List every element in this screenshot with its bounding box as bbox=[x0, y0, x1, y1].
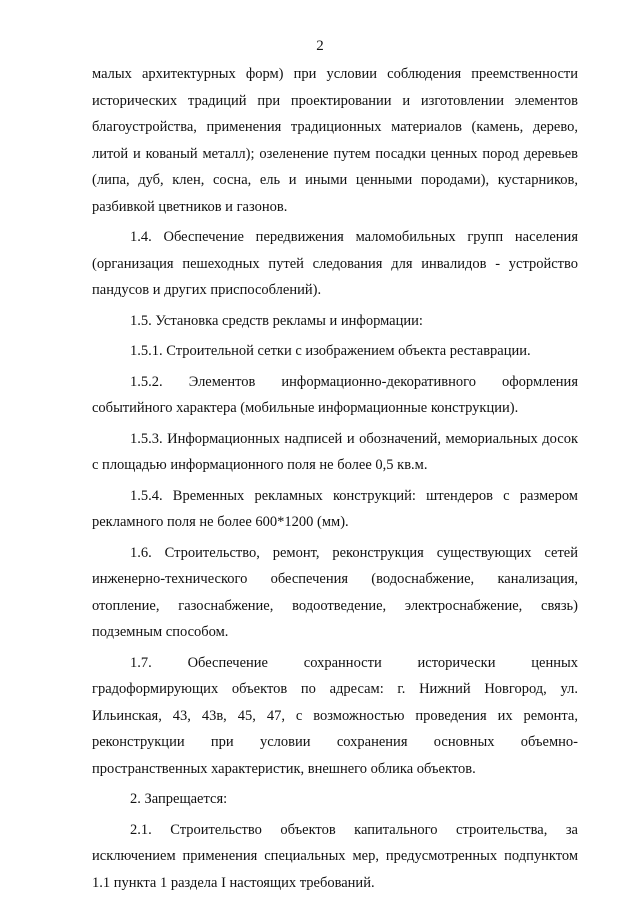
paragraph-1-7: 1.7. Обеспечение сохранности исторически ценных градоформирующих объектов по адресам: г. Нижний Новгород, ул. Ильинская, 43, 43в, 45, 47, с возможностью проведения их ремонта, реконструкции при условии сохранения основных объемно-пространственных характеристик, внешнего облика объектов. bbox=[92, 654, 578, 777]
paragraph-1-5-2: 1.5.2. Элементов информационно-декоративного оформления событийного характера (мобильные информационные конструкции). bbox=[92, 373, 578, 416]
paragraph-2-1: 2.1. Строительство объектов капитального строительства, за исключением применения специальных мер, предусмотренных подпунктом 1.1 пункта 1 раздела I настоящих требований. bbox=[92, 821, 578, 891]
paragraph-1-4: 1.4. Обеспечение передвижения маломобильных групп населения (организация пешеходных путей следования для инвалидов - устройство пандусов и других приспособлений). bbox=[92, 229, 578, 298]
paragraph-1-5: 1.5. Установка средств рекламы и информации: bbox=[130, 312, 423, 329]
paragraph-2: 2. Запрещается: bbox=[130, 791, 228, 807]
paragraph-1-5-4: 1.5.4. Временных рекламных конструкций: штендеров с размером рекламного поля не более 600*1200 (мм). bbox=[92, 487, 578, 530]
paragraph-1-5-1: 1.5.1. Строительной сетки с изображением объекта реставрации. bbox=[130, 343, 531, 359]
paragraph-1-6: 1.6. Строительство, ремонт, реконструкция существующих сетей инженерно-технического обеспечения (водоснабжение, канализация, отопление, газоснабжение, водоотведение, электроснабжение, связь) подземным способом. bbox=[92, 544, 578, 640]
document-body bbox=[92, 61, 578, 900]
paragraph-continuation: малых архитектурных форм) при условии соблюдения преемственности исторических традиций при проектировании и изготовлении элементов благоустройства, применения традиционных материалов (камень, дерево, литой и кованый металл); озеленение путем посадки ценных пород деревьев (липа, дуб, клен, сосна, ель и иными ценными породами), кустарников, разбивкой цветников и газонов. bbox=[92, 66, 578, 215]
paragraph-1-5-3: 1.5.3. Информационных надписей и обозначений, мемориальных досок с площадью информационного поля не более 0,5 кв.м. bbox=[92, 430, 578, 473]
page-number: 2 bbox=[316, 38, 324, 54]
